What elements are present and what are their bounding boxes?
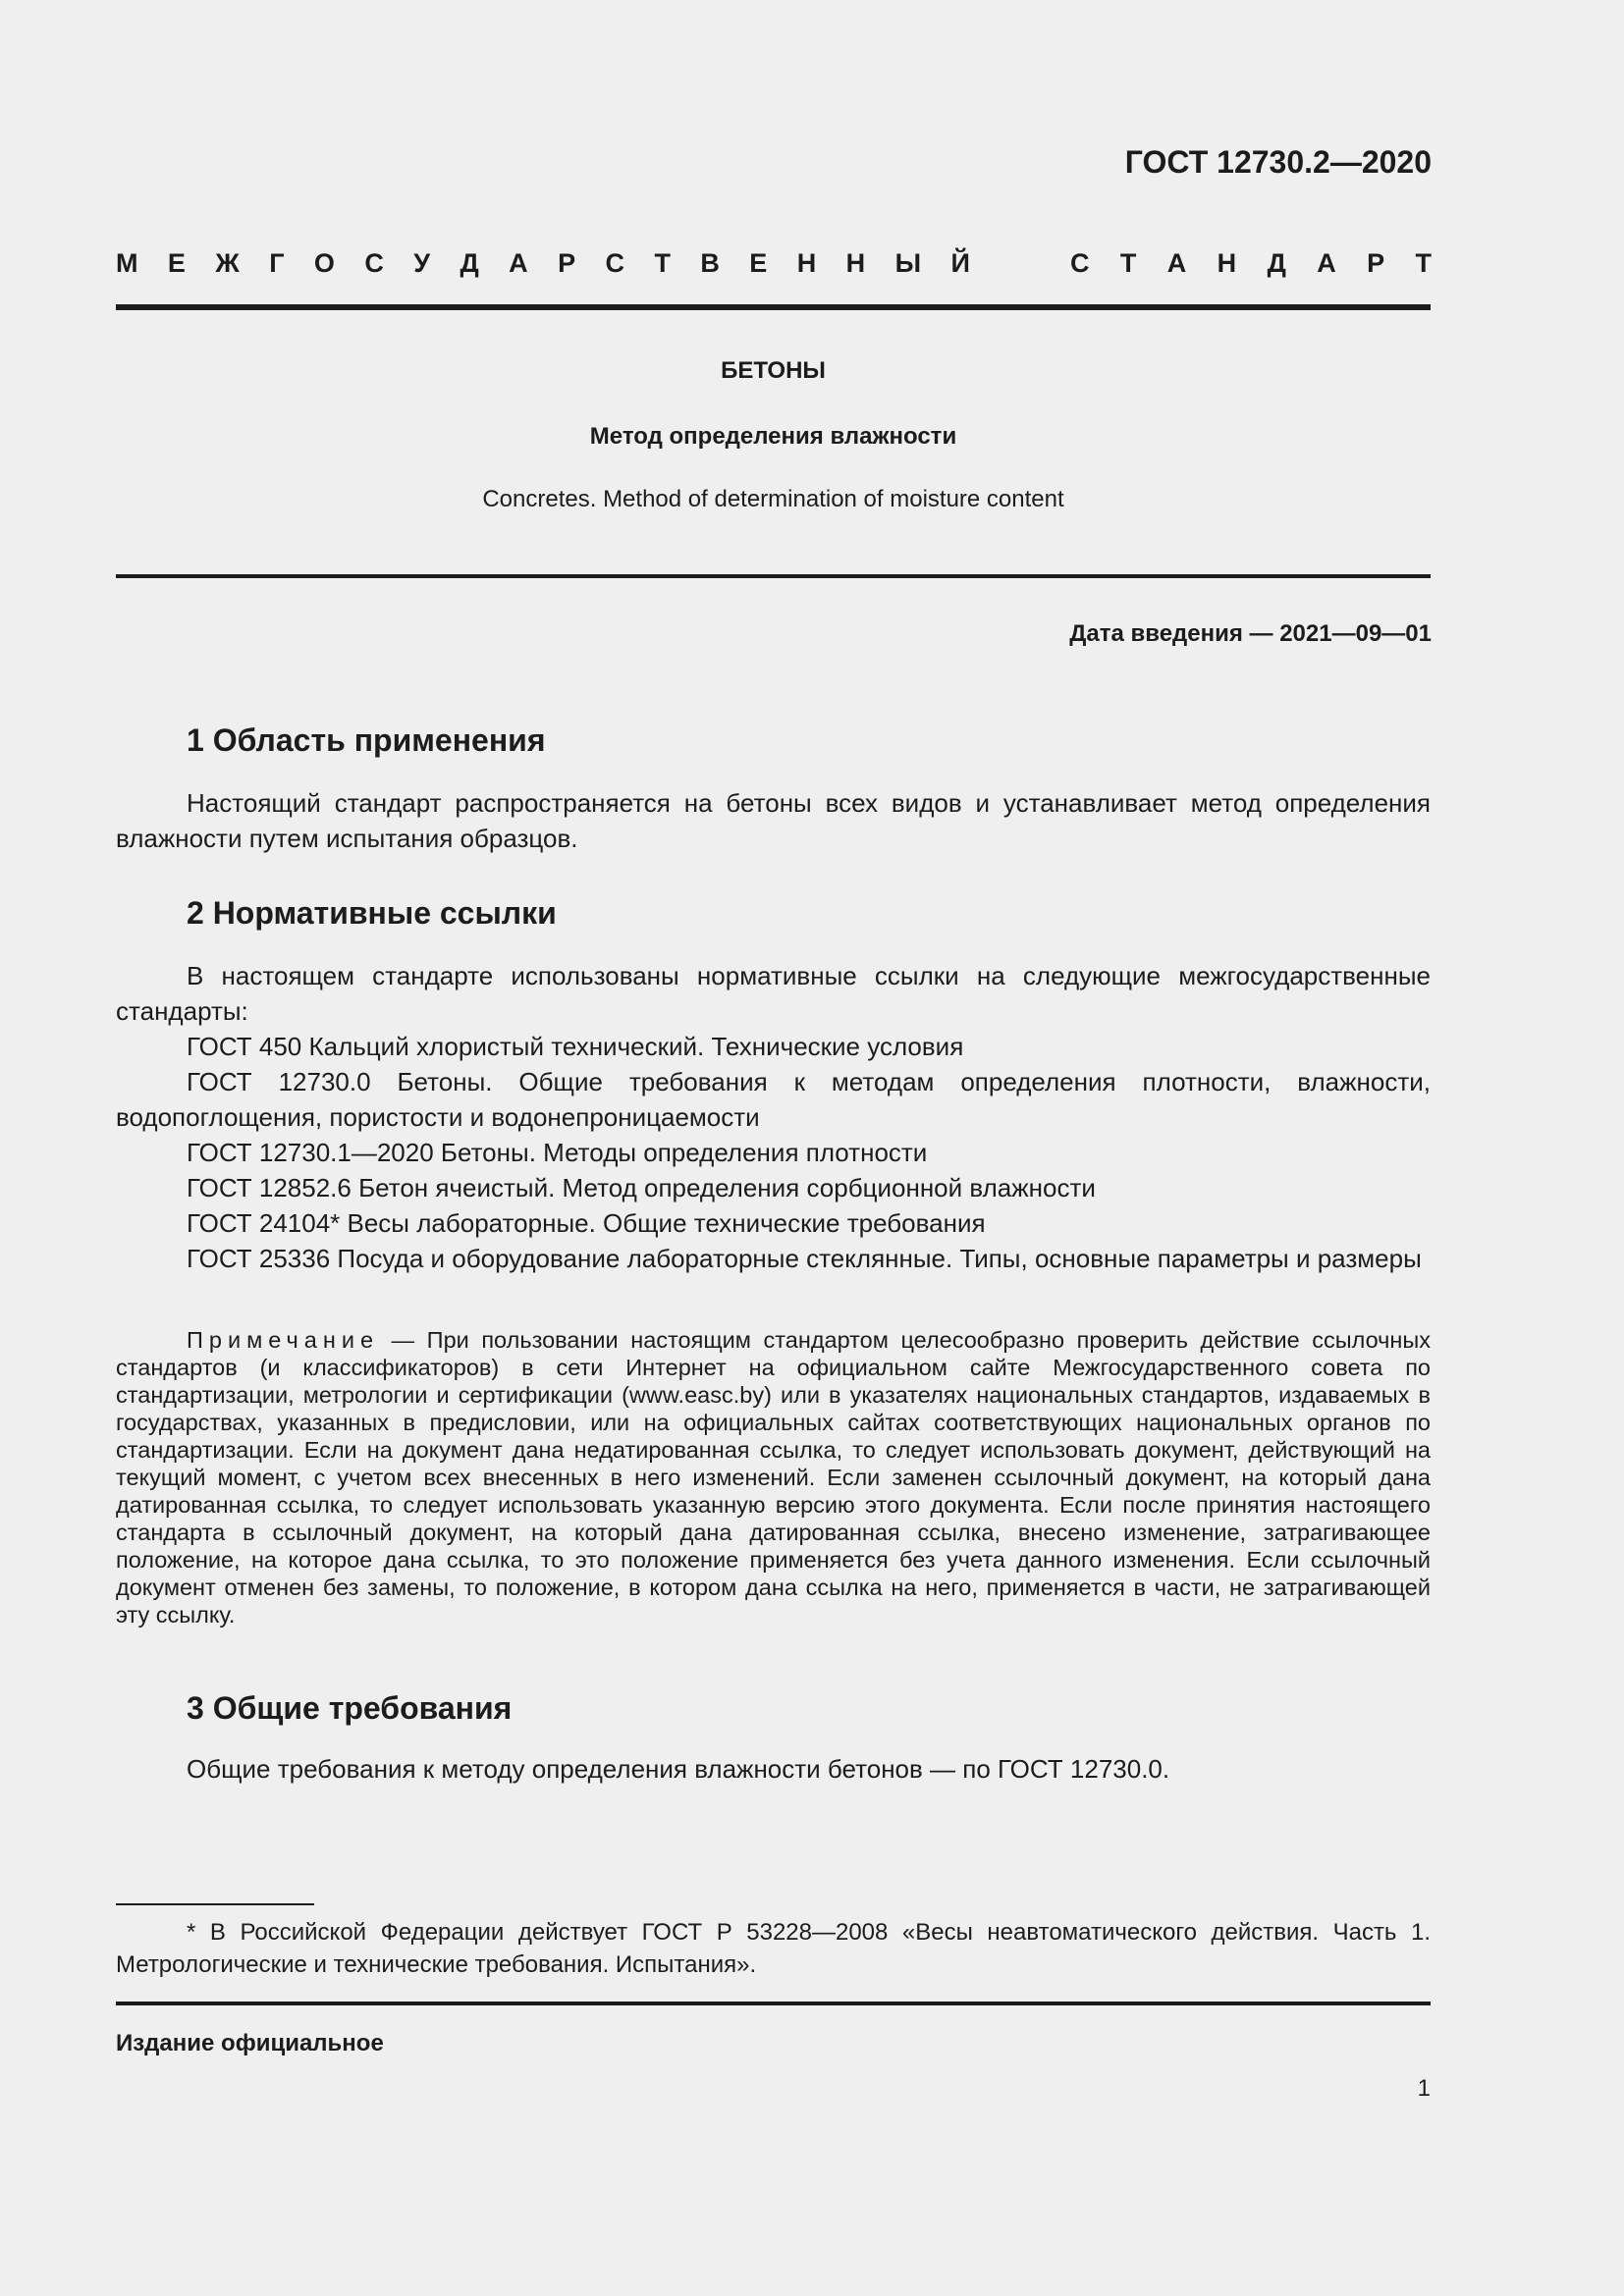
document-title-en: Concretes. Method of determination of moisture content [482, 486, 1064, 512]
intro-date: Дата введения — 2021—09—01 [1069, 620, 1432, 647]
header-rule [116, 304, 1431, 310]
header-letter: О [313, 248, 335, 278]
document-number: ГОСТ 12730.2—2020 [1124, 144, 1432, 180]
page-number: 1 [1417, 2075, 1431, 2102]
footnote: * В Российской Федерации действует ГОСТ Р 53228—2008 «Весы неавтоматического действия. Часть 1. Метрологические и технические требования. Испытания». [116, 1919, 1431, 1978]
header-letter: Й [950, 248, 970, 278]
footnote-separator [116, 1903, 314, 1905]
section-1-text: Настоящий стандарт распространяется на бетоны всех видов и устанавливает метод определения влажности путем испытания образцов. [116, 788, 1431, 853]
header-letter: Н [796, 248, 817, 278]
note [116, 1326, 1431, 1629]
header-letter: М [116, 248, 138, 278]
header-letter: Т [654, 248, 671, 278]
standard-header [116, 248, 1432, 279]
section-2-heading: 2 Нормативные ссылки [187, 895, 557, 931]
section-3-text: Общие требования к методу определения влажности бетонов — по ГОСТ 12730.0. [187, 1754, 1170, 1784]
document-subtitle: Метод определения влажности [589, 423, 957, 450]
header-letter: Е [167, 248, 186, 278]
header-letter: А [1166, 248, 1187, 278]
section-2-intro: В настоящем стандарте использованы нормативные ссылки на следующие межгосударственные стандарты: [116, 961, 1431, 1026]
reference-item: ГОСТ 24104* Весы лабораторные. Общие технические требования [187, 1208, 986, 1238]
header-letter: Т [1415, 248, 1432, 278]
header-letter: А [509, 248, 528, 278]
section-3-heading: 3 Общие требования [187, 1690, 513, 1726]
header-letter: Д [1267, 248, 1286, 278]
edition-label: Издание официальное [116, 2030, 384, 2056]
reference-list [116, 1029, 1431, 1276]
reference-item: ГОСТ 25336 Посуда и оборудование лабораторные стеклянные. Типы, основные параметры и размеры [187, 1244, 1422, 1273]
header-letter: У [413, 248, 431, 278]
note-text: — При пользовании настоящим стандартом целесообразно проверить действие ссылочных стандартов (и классификаторов) в сети Интернет на официальном сайте Межгосударственного совета по стандартизации, метрологии и сертификации (www.easc.by) или в указателях национальных стандартов, издаваемых в государствах, указанных в предисловии, или на официальных сайтах соответствующих национальных органов по стандартизации. Если на документ дана недатированная ссылка, то следует использовать документ, действующий на текущий момент, с учетом всех внесенных в него изменений. Если заменен ссылочный документ, на который дана датированная ссылка, то следует использовать указанную версию этого документа. Если после принятия настоящего стандарта в ссылочный документ, на который дана датированная ссылка, внесено изменение, затрагивающее положение, на которое дана ссылка, то это положение применяется без учета данного изменения. Если ссылочный документ отменен без замены, то положение, в котором дана ссылка на него, применяется в части, не затрагивающей эту ссылку. [116, 1327, 1431, 1628]
section-1-heading: 1 Область применения [187, 722, 546, 758]
header-letter: Н [845, 248, 866, 278]
note-label: Примечание [187, 1327, 380, 1353]
reference-item: ГОСТ 450 Кальций хлористый технический. Технические условия [187, 1032, 964, 1061]
reference-item: ГОСТ 12730.1—2020 Бетоны. Методы определения плотности [187, 1138, 928, 1167]
header-letter: С [605, 248, 625, 278]
header-word-standard [1070, 248, 1432, 279]
document-title: БЕТОНЫ [721, 357, 826, 384]
header-letter: Р [1367, 248, 1385, 278]
header-letter: А [1317, 248, 1336, 278]
reference-item: ГОСТ 12730.0 Бетоны. Общие требования к методам определения плотности, влажности, водопоглощения, пористости и водонепроницаемости [116, 1067, 1431, 1132]
title-rule [116, 574, 1431, 578]
header-letter: Г [269, 248, 285, 278]
header-letter: В [700, 248, 720, 278]
header-letter: Т [1119, 248, 1137, 278]
header-letter: С [364, 248, 384, 278]
header-letter: С [1070, 248, 1090, 278]
footer-rule [116, 2002, 1431, 2005]
header-letter: Д [460, 248, 479, 278]
header-letter: Р [558, 248, 576, 278]
header-letter: Ж [215, 248, 240, 278]
header-letter: Ы [894, 248, 922, 278]
header-word-interstate [116, 248, 970, 279]
header-letter: Е [749, 248, 768, 278]
reference-item: ГОСТ 12852.6 Бетон ячеистый. Метод определения сорбционной влажности [187, 1173, 1096, 1202]
header-letter: Н [1217, 248, 1237, 278]
